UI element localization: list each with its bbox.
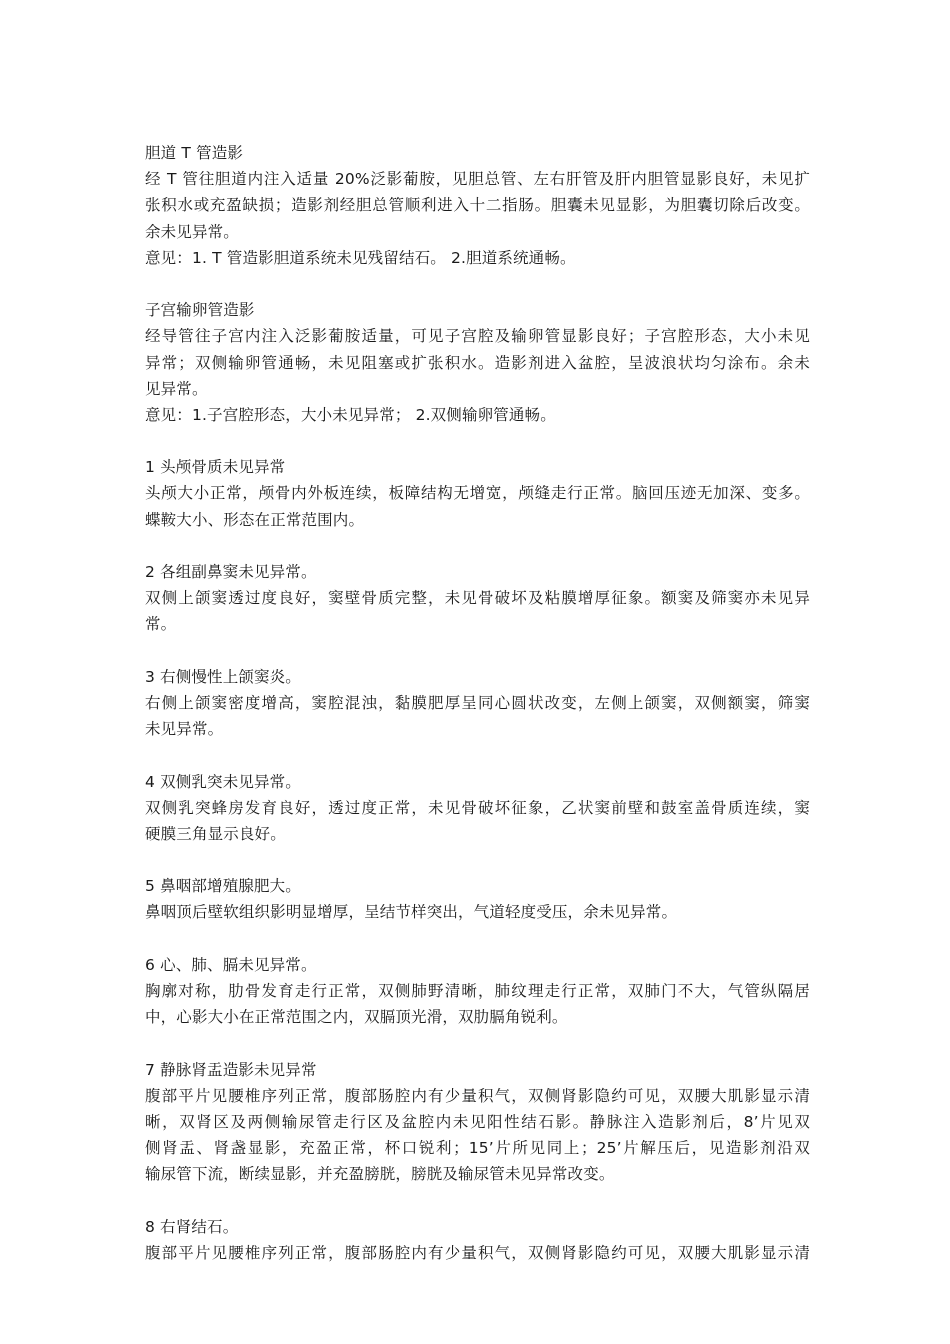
body-line: 见异常。 — [145, 379, 208, 398]
section-title: 6 心、肺、膈未见异常。 — [145, 955, 317, 974]
body-line: 头颅大小正常，颅骨内外板连续，板障结构无增宽，颅缝走行正常。脑回压迹无加深、变多。 — [145, 484, 810, 503]
body-line: 意见：1.子宫腔形态，大小未见异常； 2.双侧输卵管通畅。 — [145, 405, 556, 424]
section-spacer — [145, 271, 810, 297]
section-title: 8 右肾结石。 — [145, 1217, 239, 1236]
section-title: 胆道 T 管造影 — [145, 144, 244, 162]
report-section — [145, 664, 810, 743]
report-section — [145, 559, 810, 638]
section-title: 子宫输卵管造影 — [145, 301, 255, 320]
body-line: 中，心影大小在正常范围之内，双膈顶光滑，双肋膈角锐利。 — [145, 1008, 568, 1027]
body-line: 侧肾盂、肾盏显影，充盈正常，杯口锐利；15’片所见同上；25’片解压后，见造影剂沿双 — [145, 1139, 810, 1158]
body-line: 鼻咽顶后壁软组织影明显增厚，呈结节样突出，气道轻度受压，余未见异常。 — [145, 903, 678, 922]
section-spacer — [145, 428, 810, 454]
body-line: 双侧乳突蜂房发育良好，透过度正常，未见骨破坏征象，乙状窦前壁和鼓室盖骨质连续，窦 — [145, 798, 810, 817]
section-spacer — [145, 638, 810, 664]
body-line: 张积水或充盈缺损；造影剂经胆总管顺利进入十二指肠。胆囊未见显影，为胆囊切除后改变。 — [145, 196, 810, 215]
body-line: 腹部平片见腰椎序列正常，腹部肠腔内有少量积气，双侧肾影隐约可见，双腰大肌影显示清 — [145, 1243, 810, 1262]
report-section — [145, 1057, 810, 1188]
body-line: 蝶鞍大小、形态在正常范围内。 — [145, 510, 365, 529]
body-line: 常。 — [145, 615, 177, 634]
report-section — [145, 769, 810, 848]
body-line: 经 T 管往胆道内注入适量 20%泛影葡胺，见胆总管、左右肝管及肝内胆管显影良好，未见扩 — [145, 170, 810, 189]
section-spacer — [145, 1030, 810, 1056]
section-title: 7 静脉肾盂造影未见异常 — [145, 1060, 317, 1079]
section-title: 3 右侧慢性上颌窦炎。 — [145, 667, 301, 686]
report-section — [145, 140, 810, 271]
body-line: 右侧上颌窦密度增高，窦腔混浊，黏膜肥厚呈同心圆状改变，左侧上颌窦，双侧额窦，筛窦 — [145, 693, 810, 712]
report-section — [145, 873, 810, 925]
section-title: 1 头颅骨质未见异常 — [145, 458, 286, 477]
report-section — [145, 297, 810, 428]
body-line: 未见异常。 — [145, 720, 224, 739]
body-line: 输尿管下流，断续显影，并充盈膀胱，膀胱及输尿管未见异常改变。 — [145, 1165, 615, 1184]
section-spacer — [145, 926, 810, 952]
body-line: 胸廓对称，肋骨发育走行正常，双侧肺野清晰，肺纹理走行正常，双肺门不大，气管纵隔居 — [145, 982, 810, 1000]
section-spacer — [145, 847, 810, 873]
section-title: 4 双侧乳突未见异常。 — [145, 772, 301, 791]
body-line: 腹部平片见腰椎序列正常，腹部肠腔内有少量积气，双侧肾影隐约可见，双腰大肌影显示清 — [145, 1086, 810, 1105]
report-section — [145, 454, 810, 533]
report-section — [145, 1214, 810, 1266]
section-title: 5 鼻咽部增殖腺肥大。 — [145, 877, 301, 896]
body-line: 异常；双侧输卵管通畅，未见阻塞或扩张积水。造影剂进入盆腔，呈波浪状均匀涂布。余未 — [145, 353, 810, 372]
body-line: 余未见异常。 — [145, 222, 239, 241]
section-spacer — [145, 533, 810, 559]
body-line: 双侧上颌窦透过度良好，窦壁骨质完整，未见骨破坏及粘膜增厚征象。额窦及筛窦亦未见异 — [145, 589, 810, 608]
section-spacer — [145, 742, 810, 768]
body-line: 晰，双肾区及两侧输尿管走行区及盆腔内未见阳性结石影。静脉注入造影剂后，8’片见双 — [145, 1112, 810, 1131]
section-spacer — [145, 1188, 810, 1214]
document-page — [145, 140, 810, 1266]
report-section — [145, 952, 810, 1031]
body-line: 经导管往子宫内注入泛影葡胺适量，可见子宫腔及输卵管显影良好；子宫腔形态，大小未见 — [145, 327, 810, 346]
body-line: 意见：1. T 管造影胆道系统未见残留结石。 2.胆道系统通畅。 — [145, 248, 576, 267]
section-title: 2 各组副鼻窦未见异常。 — [145, 563, 317, 581]
body-line: 硬膜三角显示良好。 — [145, 824, 286, 843]
